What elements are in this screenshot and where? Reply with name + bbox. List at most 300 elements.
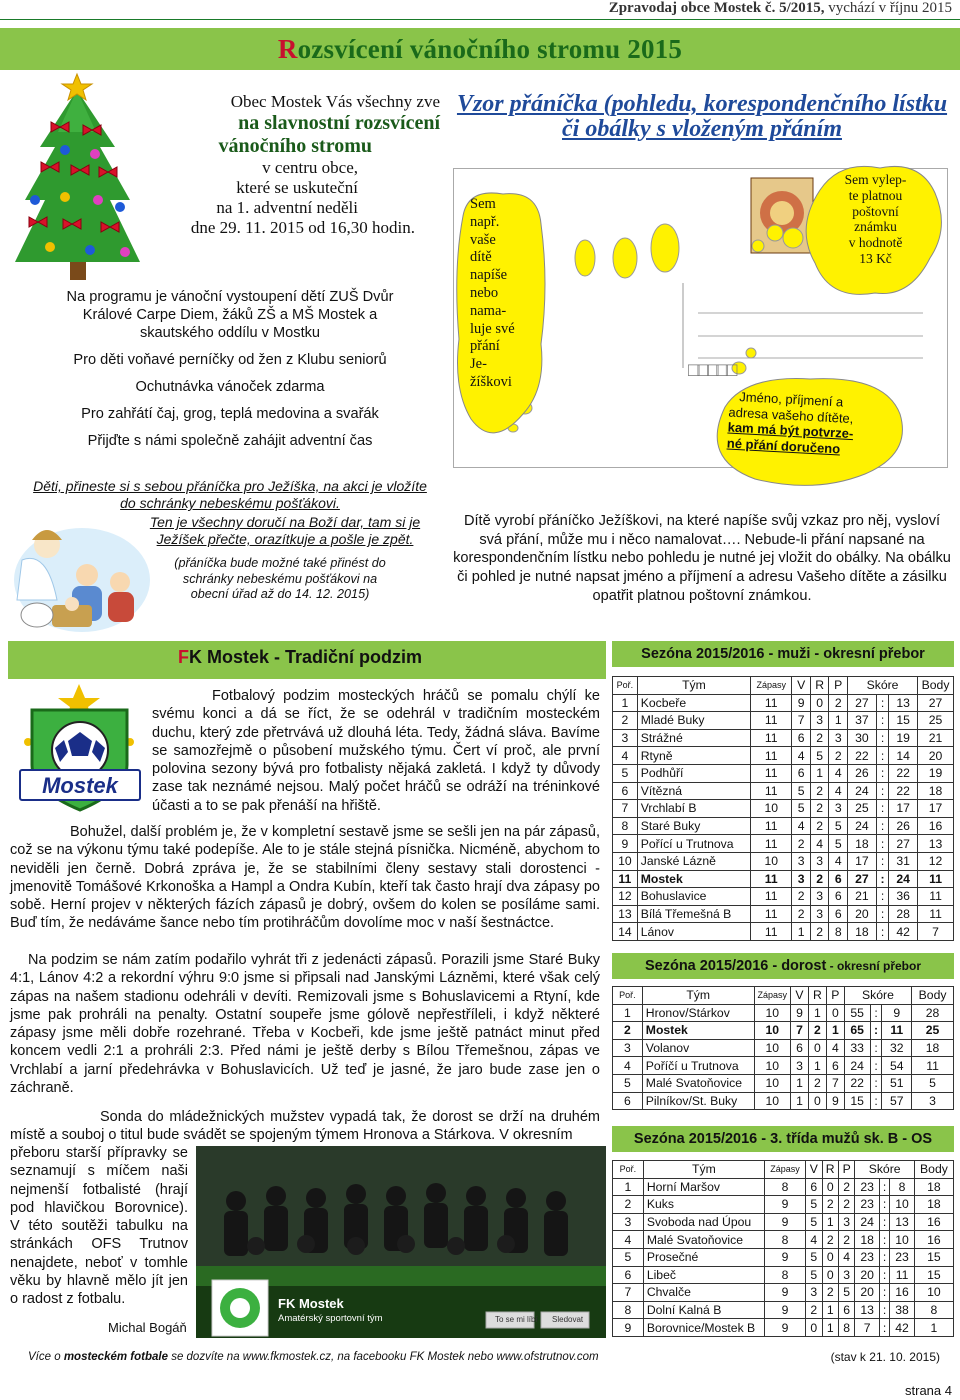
table-cell: 11 [751, 870, 792, 888]
table-cell: 7 [855, 1319, 880, 1337]
table-cell: 9 [765, 1284, 806, 1302]
bubble-line: adresa vašeho dítěte, [728, 404, 854, 426]
table-cell: 1 [613, 694, 638, 712]
table-cell: 28 [912, 1004, 954, 1022]
table-cell: 3 [792, 852, 811, 870]
invite-date: dne 29. 11. 2015 od 16,30 hodin. [190, 218, 415, 237]
table-cell: 31 [889, 852, 918, 870]
bubble-line: v hodnotě [848, 235, 903, 251]
table-header-cell: Body [914, 1161, 953, 1179]
invite-line: na 1. adventní neděli [216, 198, 358, 217]
table-cell: 11 [751, 835, 792, 853]
table-cell: 27 [889, 835, 918, 853]
table-cell: 3 [613, 1039, 643, 1057]
bubble-line: luje své [470, 320, 515, 337]
team-name-cell: Hronov/Stárkov [642, 1004, 754, 1022]
table-cell: 3 [810, 852, 829, 870]
invitation-text [140, 92, 440, 238]
team-name-cell: Mostek [637, 870, 750, 888]
card-title-line: Vzor přáníčka (pohledu, korespondenčního lístku [456, 91, 948, 117]
table-cell: 7 [613, 1284, 644, 1302]
table-cell: 1 [791, 1092, 809, 1110]
tree-title-band [0, 28, 960, 70]
table-cell: 17 [889, 800, 918, 818]
table-row [613, 1092, 954, 1110]
table-cell: 2 [838, 1178, 854, 1196]
table-cell: 24 [848, 782, 877, 800]
table-cell: 8 [765, 1178, 806, 1196]
table-header-row [613, 987, 954, 1005]
team-name-cell: Borovnice/Mostek B [643, 1319, 764, 1337]
table-cell: 2 [829, 694, 848, 712]
table-cell: 27 [918, 694, 954, 712]
table-header-cell: Skóre [855, 1161, 915, 1179]
program-item: Na programu je vánoční vystoupení dětí ZUŠ Dvůr Králové Carpe Diem, žáků ZŠ a MŠ Mostek a skautského oddílu v Mostku [66, 289, 394, 341]
table-row [613, 1022, 954, 1040]
table-row [613, 747, 954, 765]
table-cell: 25 [918, 712, 954, 730]
table-cell: 5 [806, 1266, 822, 1284]
table-cell: 5 [792, 782, 811, 800]
table-cell: 57 [882, 1092, 912, 1110]
table-cell: 7 [918, 923, 954, 941]
table-cell: 11 [918, 888, 954, 906]
table-cell: 5 [613, 1074, 643, 1092]
table-cell: 2 [822, 1196, 838, 1214]
table-row [613, 1178, 954, 1196]
table-row [613, 1319, 954, 1337]
table-cell: 11 [751, 888, 792, 906]
table-cell: 16 [890, 1284, 915, 1302]
table-cell: 7 [792, 712, 811, 730]
table-row [613, 1213, 954, 1231]
table-row [613, 817, 954, 835]
table-cell: 18 [914, 1178, 953, 1196]
bubble-line: né přání doručeno [726, 435, 841, 456]
team-name-cell: Podhůří [637, 764, 750, 782]
ezisek-note-line: Ten je všechny doručí na Boží dar, tam si je Ježíšek přečte, orazítkuje a pošle je zpět. [149, 514, 421, 547]
table-cell: 0 [822, 1248, 838, 1266]
table-cell: 33 [844, 1039, 870, 1057]
table-header-cell: R [808, 987, 826, 1005]
team-name-cell: Pořící u Trutnova [637, 835, 750, 853]
table-cell: : [870, 1039, 882, 1057]
table-cell: : [879, 1178, 889, 1196]
table-cell: 2 [810, 800, 829, 818]
table-cell: 27 [848, 694, 877, 712]
table-cell: 0 [822, 1266, 838, 1284]
invite-line: Obec Mostek Vás všechny zve [230, 92, 440, 111]
table-cell: : [870, 1074, 882, 1092]
table-header-cell: R [810, 677, 829, 695]
bubble-line: poštovní [852, 203, 899, 219]
table-cell: 38 [890, 1301, 915, 1319]
fk-article-para4b: přeboru starší přípravky se seznamují s míčem naši nejmenší fotbalisté (hrají pod hlavičkou Borovnice). V této soutěži tabulku na stránkách OFS Trutnov nenajdete, neboť v tomhle věku by hlavně mělo jít jen o radost z fotbalu. [10, 1145, 188, 1308]
table-cell: 11 [751, 729, 792, 747]
table-cell: 7 [826, 1074, 844, 1092]
christmas-tree-illustration [10, 72, 145, 287]
table-cell: 24 [855, 1213, 880, 1231]
table-cell: 1 [808, 1057, 826, 1075]
bubble-line: Jméno, příjmení a [738, 389, 844, 410]
table-cell: : [879, 1319, 889, 1337]
table-cell: 8 [890, 1178, 915, 1196]
team-name-cell: Vrchlabí B [637, 800, 750, 818]
team-name-cell: Mladé Buky [637, 712, 750, 730]
table-cell: 2 [810, 923, 829, 941]
table-cell: 24 [844, 1057, 870, 1075]
bubble-line: 13 Kč [859, 250, 892, 266]
table-cell: 9 [765, 1319, 806, 1337]
bubble-line: např. [470, 213, 500, 230]
bubble-address-text [726, 389, 899, 460]
table-cell: 15 [889, 712, 918, 730]
table-cell: 3 [613, 1213, 644, 1231]
table-3trida-standings [612, 1160, 954, 1337]
table-cell: 9 [613, 835, 638, 853]
table-cell: 17 [848, 852, 877, 870]
table-cell: 21 [918, 729, 954, 747]
invite-line: v centru obce, [262, 158, 358, 177]
table-header-cell: Tým [637, 677, 750, 695]
table-header-cell: V [806, 1161, 822, 1179]
table-row [613, 923, 954, 941]
table-row [613, 905, 954, 923]
table-cell: 1 [810, 764, 829, 782]
table-cell: 2 [613, 712, 638, 730]
table-cell: 4 [792, 747, 811, 765]
table-cell: 11 [751, 782, 792, 800]
table-cell: 54 [882, 1057, 912, 1075]
table-cell: 15 [914, 1266, 953, 1284]
table-cell: 3 [810, 712, 829, 730]
table-cell: : [876, 923, 888, 941]
table-cell: 11 [918, 905, 954, 923]
table-cell: 4 [829, 782, 848, 800]
table-cell: : [870, 1004, 882, 1022]
table-row [613, 729, 954, 747]
table-cell: 36 [889, 888, 918, 906]
team-name-cell: Strážné [637, 729, 750, 747]
table-cell: 13 [855, 1301, 880, 1319]
table-cell: 2 [838, 1196, 854, 1214]
table-cell: 6 [792, 729, 811, 747]
invite-headline: vánočního stromu [218, 135, 372, 157]
team-name-cell: Vítězná [637, 782, 750, 800]
table-cell: 1 [613, 1178, 644, 1196]
table-header-cell: Body [912, 987, 954, 1005]
table-header-cell: Zápasy [754, 987, 791, 1005]
fk-logo-text: Mostek [42, 773, 118, 798]
table-cell: 1 [808, 1004, 826, 1022]
table-cell: 5 [613, 1248, 644, 1266]
table-cell: : [870, 1022, 882, 1040]
table-cell: 4 [829, 764, 848, 782]
table-cell: 3 [613, 729, 638, 747]
table-cell: 3 [838, 1213, 854, 1231]
bubble-line: kam má být potvrze- [727, 419, 854, 442]
team-name-cell: Staré Buky [637, 817, 750, 835]
table-cell: 9 [826, 1092, 844, 1110]
ezisek-note-line: Děti, přineste si s sebou přáníčka pro Ježíška, na akci je vložíte do schránky nebeskému pošťákovi. [33, 478, 427, 511]
team-name-cell: Bohuslavice [637, 888, 750, 906]
table-cell: 16 [914, 1231, 953, 1249]
table-cell: 9 [792, 694, 811, 712]
table-cell: 4 [838, 1248, 854, 1266]
bubble-line: Je- [470, 356, 487, 373]
table-cell: 42 [889, 923, 918, 941]
table-header-cell: Skóre [844, 987, 911, 1005]
table-cell: 6 [829, 888, 848, 906]
team-name-cell: Libeč [643, 1266, 764, 1284]
table-cell: 5 [806, 1196, 822, 1214]
table-cell: : [876, 747, 888, 765]
bubble-line: přání [470, 338, 500, 355]
table-header-cell: P [829, 677, 848, 695]
table-cell: 6 [613, 782, 638, 800]
table-cell: 10 [890, 1196, 915, 1214]
team-name-cell: Malé Svatoňovice [642, 1074, 754, 1092]
table-cell: : [870, 1057, 882, 1075]
table-cell: 55 [844, 1004, 870, 1022]
table-cell: 25 [848, 800, 877, 818]
table-cell: 5 [838, 1284, 854, 1302]
table-header-cell: Zápasy [765, 1161, 806, 1179]
team-photo [196, 1146, 606, 1338]
tree-title: Rozsvícení vánočního stromu 2015 [277, 34, 683, 64]
table-cell: 1 [914, 1319, 953, 1337]
table-cell: 13 [889, 694, 918, 712]
table-cell: 11 [912, 1057, 954, 1075]
table-cell: 8 [613, 817, 638, 835]
program-item: Pro děti voňavé perníčky od žen z Klubu seniorů [73, 352, 387, 368]
table-cell: : [879, 1248, 889, 1266]
newsletter-title: Zpravodaj obce Mostek č. 5/2015, vychází v říjnu 2015 [608, 0, 952, 16]
table-header-cell: P [838, 1161, 854, 1179]
card-title-line: či obálky s vloženým přáním [562, 116, 842, 142]
table-cell: 4 [613, 1231, 644, 1249]
table-cell: 2 [613, 1196, 644, 1214]
table-cell: : [876, 905, 888, 923]
table-cell: 9 [765, 1213, 806, 1231]
table-cell: 4 [826, 1039, 844, 1057]
table-cell: 22 [889, 764, 918, 782]
table-cell: 2 [613, 1022, 643, 1040]
bubble-line: Sem vylep- [844, 172, 907, 187]
table-cell: 2 [806, 1301, 822, 1319]
table-3trida-title: Sezóna 2015/2016 - 3. třída mužů sk. B - OS [612, 1126, 954, 1152]
table-cell: 8 [914, 1301, 953, 1319]
table-cell: 2 [838, 1231, 854, 1249]
table-row [613, 1039, 954, 1057]
table-cell: 0 [826, 1004, 844, 1022]
table-cell: 3 [791, 1057, 809, 1075]
team-name-cell: Kuks [643, 1196, 764, 1214]
table-cell: 13 [890, 1213, 915, 1231]
team-name-cell: Prosečné [643, 1248, 764, 1266]
table-cell: 10 [754, 1022, 791, 1040]
table-cell: 6 [826, 1057, 844, 1075]
table-cell: : [879, 1196, 889, 1214]
table-cell: 11 [751, 764, 792, 782]
table-cell: 21 [848, 888, 877, 906]
table-cell: 1 [822, 1301, 838, 1319]
bubble-line: známku [854, 219, 897, 235]
table-cell: 22 [844, 1074, 870, 1092]
table-header-cell: Tým [643, 1161, 764, 1179]
table-cell: 24 [848, 817, 877, 835]
table-cell: 1 [822, 1213, 838, 1231]
table-cell: : [879, 1213, 889, 1231]
table-cell: 0 [806, 1319, 822, 1337]
fk-article-para1: Fotbalový podzim mosteckých hráčů se pomalu chýlí ke svému konci a dá se říct, že se odehrál v tradičním mosteckém duchu, který zde přetrvává už dlouhá léta. Tedy, žádná sláva. Bavíme se samozřejmě o působení mužského týmu. Čert ví proč, ale první polovina sezony bývá pro fotbalisty nějaká zakletá. I když ty důvody zase tak neznámé nejsou. Malý počet hráčů se odráží na tréninkové účasti a to se pak přenáší na hřiště. [152, 688, 600, 814]
team-name-cell: Chvalče [643, 1284, 764, 1302]
table-cell: : [879, 1284, 889, 1302]
footer-note: Více o mosteckém fotbale se dozvíte na www.fkmostek.cz, na facebooku FK Mostek nebo www.ofstrutnov.com [28, 1351, 599, 1363]
table-row [613, 1284, 954, 1302]
program-item: Přijďte s námi společně zahájit adventní čas [87, 433, 373, 449]
table-cell: 1 [613, 1004, 643, 1022]
table-dorost-standings [612, 986, 954, 1110]
bubble-line: nama- [470, 302, 507, 319]
table-cell: 7 [791, 1022, 809, 1040]
table-cell: 9 [791, 1004, 809, 1022]
fk-article-para2: Bohužel, další problém je, že v kompletní sestavě jsme se sešli jen na pár zápasů, což se na výkonu týmu také podepíše. Ale to je stále stejná písnička. Nicméně, abychom to neviděli jen černě. Dobrá zpráva je, že se stabilními členy sestavy stali dorostenci - jmenovitě Tomášové Krkonoška a Hampl a Ondra Kubín, kteří tak často hrají dva zápasy po sobě. Herní projev v některých fázích zápasů je dobrý, ovšem do kolen se posíláme sami. Buď tím, že nedáváme šance nebo tím protihráčům dovolíme moc v naší šestnáctce. [10, 824, 600, 932]
table-header-cell: Zápasy [751, 677, 792, 695]
table-cell: 11 [751, 905, 792, 923]
table-cell: 7 [613, 800, 638, 818]
program-list [20, 288, 440, 459]
table-cell: 9 [765, 1301, 806, 1319]
table-cell: 25 [912, 1022, 954, 1040]
table-cell: 1 [826, 1022, 844, 1040]
table-cell: 12 [918, 852, 954, 870]
table-header-cell: Tým [642, 987, 754, 1005]
table-cell: 3 [829, 800, 848, 818]
table-cell: 2 [808, 1022, 826, 1040]
table-cell: 0 [808, 1039, 826, 1057]
fk-title: FK Mostek - Tradiční podzim [178, 647, 423, 667]
table-header-cell: Skóre [848, 677, 918, 695]
bubble-line: napíše [470, 267, 508, 284]
table-cell: 0 [808, 1092, 826, 1110]
bubble-line: vaše [470, 231, 496, 248]
card-title [452, 92, 952, 142]
table-cell: 18 [848, 835, 877, 853]
table-cell: 11 [751, 694, 792, 712]
table-cell: 18 [918, 782, 954, 800]
program-item: Ochutnávka vánoček zdarma [135, 379, 325, 395]
table-cell: 4 [810, 835, 829, 853]
table-row [613, 782, 954, 800]
table-cell: 20 [855, 1266, 880, 1284]
table-dorost-title: Sezóna 2015/2016 - dorost - okresní přebor [612, 953, 954, 979]
table-cell: 1 [822, 1319, 838, 1337]
table-cell: 2 [792, 835, 811, 853]
table-cell: 2 [822, 1231, 838, 1249]
table-cell: 9 [882, 1004, 912, 1022]
table-cell: 18 [848, 923, 877, 941]
table-cell: 8 [829, 923, 848, 941]
table-header-cell: P [826, 987, 844, 1005]
table-cell: 51 [882, 1074, 912, 1092]
table-cell: 23 [855, 1248, 880, 1266]
team-photo-like-button: To se mi líbí [495, 1315, 538, 1324]
table-cell: 11 [882, 1022, 912, 1040]
table-cell: 5 [806, 1213, 822, 1231]
table-cell: 15 [914, 1248, 953, 1266]
table-cell: 9 [765, 1248, 806, 1266]
table-cell: : [876, 852, 888, 870]
team-name-cell: Malé Svatoňovice [643, 1231, 764, 1249]
table-cell: 5 [829, 817, 848, 835]
table-header-row [613, 677, 954, 695]
table-cell: 2 [808, 1074, 826, 1092]
fk-article-para3: Na podzim se nám zatím podařilo vyhrát tři z jedenácti zápasů. Porazili jsme Staré Buky 4:1, Lánov 4:2 a rekordní výhru 9:0 jsme si připsali nad Janskými Lázněmi, které však celý zápas na našem stadionu odehráli v devíti. Remizovali jsme s Bohuslavicemi a Rtyní, kde jsme pak prohráli na penalty. Ostatní soupeře jsme gólově nepřestříleli, i když některé zápasy jsme měli dobře rozehrané. Třeba v Kocbeři, kde jsme ještě patnáct minut před koncem vedli 2:1 a prohráli 2:3. Před námi je ještě derby s Bílou Třemešnou, zápas ve Vrchlabí a jarní předehrávka v Bohuslavicích. Už teď je jasné, že jaro bude zase jen o záchraně. [10, 952, 600, 1097]
table-cell: 22 [889, 782, 918, 800]
table-cell: 2 [829, 747, 848, 765]
team-photo-name: FK Mostek [278, 1296, 344, 1311]
table-cell: 4 [613, 1057, 643, 1075]
table-cell: 32 [882, 1039, 912, 1057]
table-cell: : [879, 1266, 889, 1284]
team-name-cell: Poříčí u Trutnova [642, 1057, 754, 1075]
table-cell: 42 [890, 1319, 915, 1337]
table-cell: 6 [792, 764, 811, 782]
table-cell: 5 [792, 800, 811, 818]
table-row [613, 852, 954, 870]
table-cell: 2 [792, 888, 811, 906]
table-cell: 9 [613, 1319, 644, 1337]
table-cell: 6 [829, 870, 848, 888]
team-name-cell: Dolní Kalná B [643, 1301, 764, 1319]
table-row [613, 835, 954, 853]
table-cell: 6 [791, 1039, 809, 1057]
table-row [613, 1196, 954, 1214]
table-cell: : [879, 1301, 889, 1319]
bubble-line: te platnou [848, 187, 903, 203]
table-cell: 20 [855, 1284, 880, 1302]
table-cell: 22 [848, 747, 877, 765]
table-cell: 0 [822, 1178, 838, 1196]
table-cell: 3 [838, 1266, 854, 1284]
table-row [613, 870, 954, 888]
table-cell: 16 [914, 1213, 953, 1231]
table-cell: 11 [751, 747, 792, 765]
table-cell: 18 [855, 1231, 880, 1249]
table-cell: 3 [829, 729, 848, 747]
table-cell: 37 [848, 712, 877, 730]
table-cell: 19 [918, 764, 954, 782]
table-cell: 8 [613, 1301, 644, 1319]
table-header-cell: Poř. [613, 1161, 644, 1179]
table-cell: 10 [914, 1284, 953, 1302]
table-cell: 3 [792, 870, 811, 888]
table-cell: 13 [613, 905, 638, 923]
table-cell: 11 [890, 1266, 915, 1284]
table-header-cell: Body [918, 677, 954, 695]
table-men-title: Sezóna 2015/2016 - muži - okresní přebor [612, 641, 954, 667]
table-row [613, 1004, 954, 1022]
team-name-cell: Mostek [642, 1022, 754, 1040]
table-cell: : [879, 1231, 889, 1249]
table-cell: 10 [751, 800, 792, 818]
table-cell: 0 [810, 694, 829, 712]
table-cell: 17 [918, 800, 954, 818]
table-cell: 20 [918, 747, 954, 765]
table-cell: 5 [912, 1074, 954, 1092]
table-cell: 2 [810, 870, 829, 888]
